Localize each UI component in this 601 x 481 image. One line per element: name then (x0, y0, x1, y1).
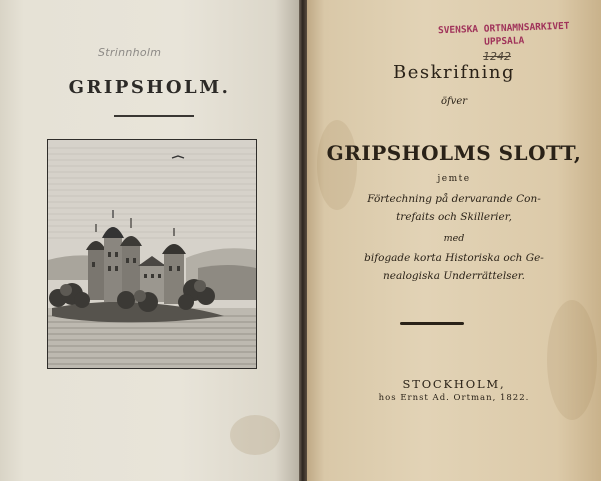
imprint-place: STOCKHOLM, (402, 377, 506, 391)
library-stamp (435, 20, 574, 51)
stamp-line-2: UPPSALA (484, 35, 525, 48)
title-beskrifning: Beskrifning (392, 62, 515, 83)
stain (230, 415, 280, 455)
left-page (0, 0, 299, 481)
subtitle-line-1: Förtechning på dervarande Con- (367, 193, 541, 205)
book-gutter (299, 0, 307, 481)
ornamental-rule (400, 322, 464, 325)
shelf-mark: 1242 (483, 50, 511, 63)
title-rule (114, 115, 194, 117)
subtitle-line-3: bifogade korta Historiska och Ge- (364, 252, 544, 264)
title-ofver: öfver (440, 96, 468, 107)
right-page (307, 0, 601, 481)
main-title: GRIPSHOLMS SLOTT, (326, 141, 582, 165)
connector-jemte: jemte (437, 174, 471, 184)
left-page-title: GRIPSHOLM. (68, 77, 231, 98)
pencil-annotation: Strinnholm (98, 46, 162, 59)
subtitle-line-4: nealogiska Underrättelser. (382, 270, 525, 282)
castle-engraving (47, 139, 257, 369)
subtitle-line-2: trefaits och Skillerier, (396, 211, 512, 223)
stamp-line-1: SVENSKA ORTNAMNSARKIVET (437, 20, 570, 37)
imprint-publisher: hos Ernst Ad. Ortman, 1822. (378, 393, 530, 403)
connector-med: med (443, 233, 465, 244)
